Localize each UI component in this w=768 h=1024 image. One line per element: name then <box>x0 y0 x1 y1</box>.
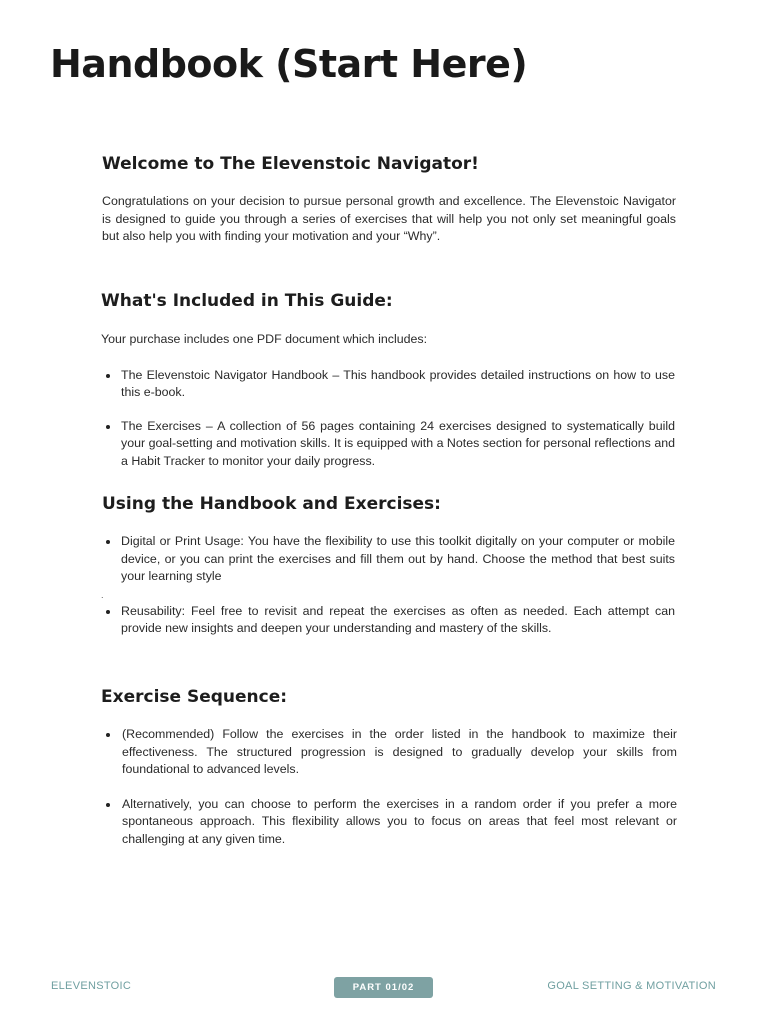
list-item <box>101 367 675 402</box>
included-list <box>101 367 675 471</box>
list-item <box>101 418 675 471</box>
included-section <box>101 291 675 470</box>
stray-mark: . <box>101 590 104 600</box>
list-item-text: Digital or Print Usage: You have the flexibility to use this toolkit digitally on your computer or mobile device, or you can print the exercises and fill them out by hand. Choose the method that best suits your learning style <box>121 534 675 583</box>
list-item-text: The Elevenstoic Navigator Handbook – This handbook provides detailed instructions on how to use this e-book. <box>121 367 675 399</box>
using-section <box>101 494 675 638</box>
bullet-icon <box>106 733 110 737</box>
bullet-icon <box>106 374 110 378</box>
footer-brand: ELEVENSTOIC <box>51 980 132 992</box>
welcome-section <box>102 154 676 246</box>
bullet-icon <box>106 803 110 807</box>
list-item-text: Alternatively, you can choose to perform the exercises in a random order if you prefer a more spontaneous approach. This flexibility allows you to focus on areas that feel most relevant or challenging at any given time. <box>122 796 677 846</box>
welcome-heading: Welcome to The Elevenstoic Navigator! <box>102 154 479 174</box>
list-item-text: (Recommended) Follow the exercises in the order listed in the handbook to maximize their effectiveness. The structured progression is designed to gradually develop your skills from foundational to advanced levels. <box>122 727 677 776</box>
using-list <box>101 533 675 638</box>
list-item <box>101 796 677 849</box>
list-item-text: The Exercises – A collection of 56 pages containing 24 exercises designed to systematically build your goal-setting and motivation skills. It is equipped with a Notes section for personal reflections and a Habit Tracker to monitor your daily progress. <box>121 418 675 468</box>
included-heading: What's Included in This Guide: <box>101 291 393 311</box>
page-title: Handbook (Start Here) <box>50 42 528 86</box>
using-heading: Using the Handbook and Exercises: <box>102 494 441 514</box>
list-item <box>101 603 675 638</box>
bullet-icon <box>106 425 110 429</box>
list-item <box>101 726 677 779</box>
sequence-section <box>101 687 677 848</box>
list-item-text: Reusability: Feel free to revisit and repeat the exercises as often as needed. Each attempt can provide new insights and deepen your understanding and mastery of the skills. <box>121 603 675 635</box>
list-item <box>101 533 675 586</box>
sequence-list <box>101 726 677 848</box>
bullet-icon <box>106 540 110 544</box>
part-badge: PART 01/02 <box>334 977 433 998</box>
included-intro: Your purchase includes one PDF document which includes: <box>101 332 428 346</box>
sequence-heading: Exercise Sequence: <box>101 687 288 707</box>
bullet-icon <box>106 610 110 614</box>
footer-topic: GOAL SETTING & MOTIVATION <box>547 980 716 992</box>
welcome-text: Congratulations on your decision to pursue personal growth and excellence. The Elevenstoic Navigator is designed to guide you through a series of exercises that will help you not only set meaningful goals but also help you with finding your motivation and your “Why”. <box>102 194 676 243</box>
